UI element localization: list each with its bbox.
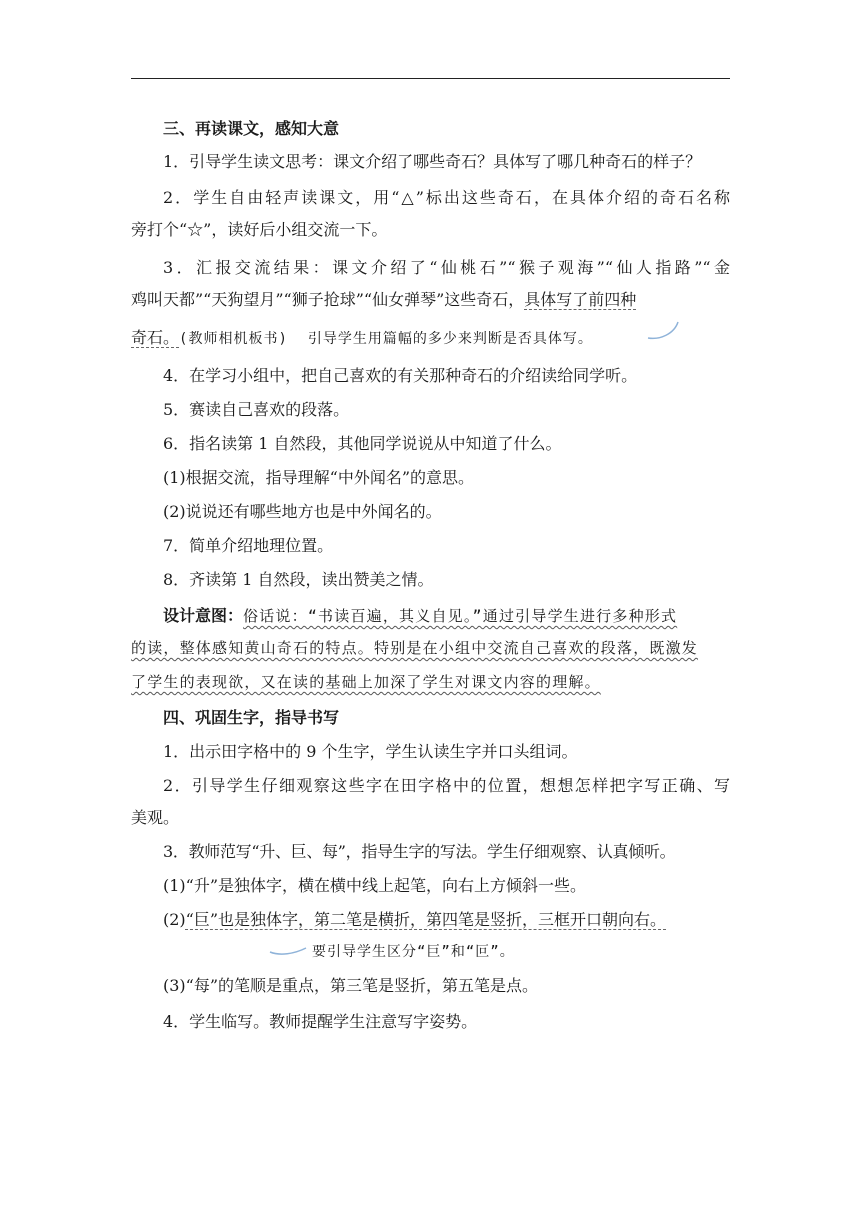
item3-underlined-stones: 奇石。 [131, 328, 180, 347]
section3-item2-line1: 2．学生自由轻声读课文，用“△”标出这些奇石，在具体介绍的奇石名称 [163, 188, 730, 207]
blackboard-note: (教师相机板书) [179, 331, 288, 347]
section4-item3-sub3: (3)“每”的笔顺是重点，第三笔是竖折，第五笔是点。 [163, 976, 539, 995]
section3-item5: 5．赛读自己喜欢的段落。 [163, 400, 350, 419]
section4-item3-sub1: (1)“升”是独体字，横在横中线上起笔，向右上方倾斜一些。 [163, 876, 587, 895]
item3-underlined-text: 具体写了前四种 [524, 290, 637, 309]
section3-item1: 1．引导学生读文思考：课文介绍了哪些奇石？具体写了哪几种奇石的样子？ [163, 152, 702, 171]
sub2-underlined-text: “巨”也是独体字，第二笔是横折，第四笔是竖折，三框开口朝向右。 [185, 910, 667, 929]
section4-item4: 4．学生临写。教师提醒学生注意写字姿势。 [163, 1012, 478, 1031]
annotation-arrow-icon [268, 938, 308, 958]
section4-annotation: 要引导学生区分“巨”和“叵”。 [312, 944, 515, 960]
section3-item8: 8．齐读第 1 自然段，读出赞美之情。 [163, 570, 434, 589]
section4-item2-line1: 2．引导学生仔细观察这些字在田字格中的位置，想想怎样把字写正确、写 [163, 776, 730, 795]
sub2-number: (2) [163, 910, 186, 929]
section3-item6: 6．指名读第 1 自然段，其他同学说说从中知道了什么。 [163, 434, 562, 453]
design-intent-text: 俗话说：“书读百遍，其义自见。”通过引导学生进行多种形式 [243, 607, 678, 625]
teacher-annotation: 引导学生用篇幅的多少来判断是否具体写。 [307, 331, 593, 347]
design-intent-label: 设计意图： [163, 606, 244, 625]
section4-item3-sub2 [131, 908, 730, 932]
design-intent-line1 [131, 604, 730, 628]
section3-item2-line2: 旁打个“☆”，读好后小组交流一下。 [131, 220, 388, 239]
section3-item6-sub1: (1)根据交流，指导理解“中外闻名”的意思。 [163, 468, 475, 487]
item3-stones-text: 鸡叫天都”“天狗望月”“狮子抢球”“仙女弹琴”这些奇石， [131, 290, 525, 309]
section4-title: 四、巩固生字，指导书写 [163, 708, 340, 727]
section3-item3-line3 [131, 326, 730, 351]
section3-title: 三、再读课文，感知大意 [163, 119, 340, 138]
top-rule [131, 78, 730, 79]
section4-item1: 1．出示田字格中的 9 个生字，学生认读生字并口头组词。 [163, 742, 578, 761]
design-intent-line3: 了学生的表现欲，又在读的基础上加深了学生对课文内容的理解。 [131, 673, 601, 691]
annotation-squiggle-icon [646, 318, 682, 342]
section3-item3-line1: 3．汇报交流结果：课文介绍了“仙桃石”“猴子观海”“仙人指路”“金 [163, 258, 730, 277]
design-intent-line2: 的读，整体感知黄山奇石的特点。特别是在小组中交流自己喜欢的段落，既激发 [131, 639, 699, 657]
section3-item4: 4．在学习小组中，把自己喜欢的有关那种奇石的介绍读给同学听。 [163, 366, 638, 385]
section4-item3: 3．教师范写“升、巨、每”，指导生字的写法。学生仔细观察、认真倾听。 [163, 842, 676, 861]
section3-item3-line2 [131, 288, 730, 312]
section4-item2-line2: 美观。 [131, 808, 180, 827]
section3-item6-sub2: (2)说说还有哪些地方也是中外闻名的。 [163, 502, 442, 521]
section3-item7: 7．简单介绍地理位置。 [163, 536, 334, 555]
